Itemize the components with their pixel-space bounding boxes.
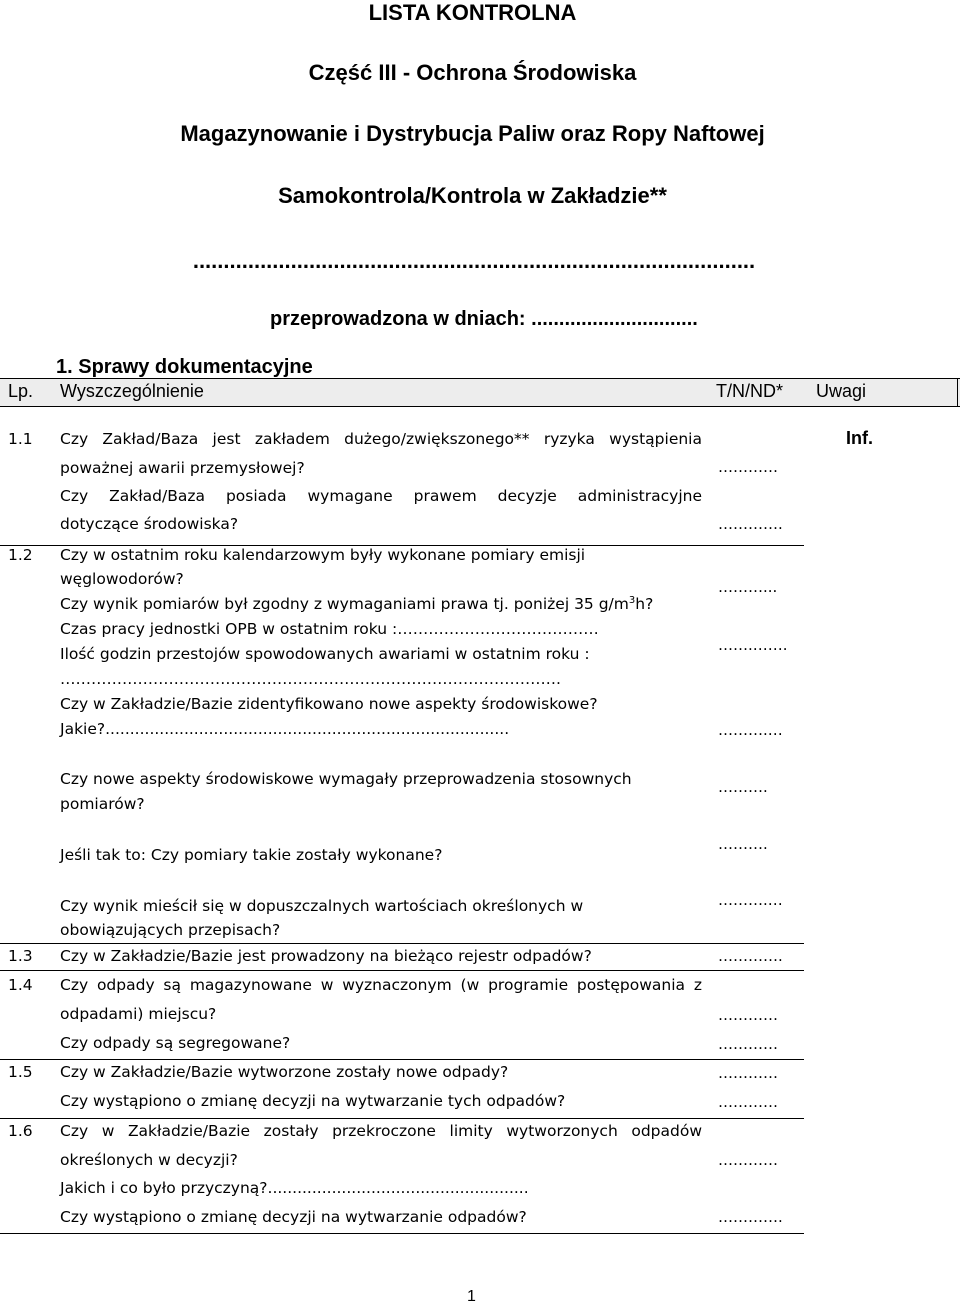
- answer-field[interactable]: ……….: [718, 835, 768, 853]
- question-text: węglowodorów?: [60, 570, 184, 588]
- question-text: [60, 595, 653, 613]
- subject-title: Magazynowanie i Dystrybucja Paliw oraz Ropy Naftowej: [180, 121, 765, 146]
- page-number: 1: [467, 1288, 476, 1305]
- question-text: Czy wynik mieścił się w dopuszczalnych wartościach określonych w: [60, 897, 584, 915]
- part-title: Część III - Ochrona Środowiska: [308, 60, 637, 85]
- row-divider: [0, 970, 804, 971]
- unit-superscript: 3: [628, 595, 636, 606]
- question-text-dots: …………………………………………………………………………………….: [60, 670, 561, 688]
- answer-field[interactable]: ………….: [718, 947, 783, 965]
- row-number: 1.5: [8, 1063, 33, 1081]
- answer-field[interactable]: ………….: [718, 515, 783, 533]
- question-text: Ilość godzin przestojów spowodowanych awariami w ostatnim roku :: [60, 645, 590, 663]
- question-text: dotyczące środowiska?: [60, 515, 239, 533]
- column-header-notes: Uwagi: [816, 381, 867, 401]
- question-text: Czy nowe aspekty środowiskowe wymagały przeprowadzenia stosownych: [60, 770, 632, 788]
- answer-field[interactable]: ……….…: [718, 721, 783, 739]
- question-text: określonych w decyzji?: [60, 1151, 238, 1169]
- answer-field[interactable]: …………: [718, 1064, 778, 1082]
- question-text: poważnej awarii przemysłowej?: [60, 459, 305, 477]
- question-text: Czy Zakład/Baza jest zakładem dużego/zwiększonego** ryzyka wystąpienia: [60, 430, 702, 448]
- table-header-border: [0, 406, 960, 407]
- question-text: Czy w Zakładzie/Bazie zostały przekroczone limity wytworzonych odpadów: [60, 1122, 702, 1140]
- answer-field[interactable]: ………….: [718, 1208, 783, 1226]
- question-text: odpadami) miejscu?: [60, 1005, 217, 1023]
- answer-field[interactable]: …………: [718, 1006, 778, 1024]
- question-text: obowiązujących przepisach?: [60, 921, 281, 939]
- question-text: pomiarów?: [60, 795, 145, 813]
- document-title: LISTA KONTROLNA: [368, 0, 577, 25]
- column-header-answer: T/N/ND*: [716, 381, 783, 401]
- question-text: Jeśli tak to: Czy pomiary takie zostały wykonane?: [60, 846, 443, 864]
- question-text: Czas pracy jednostki OPB w ostatnim roku :…………………………………: [60, 620, 599, 638]
- row-number: 1.2: [8, 546, 33, 564]
- row-divider: [0, 943, 804, 944]
- question-text: Czy odpady są segregowane?: [60, 1034, 291, 1052]
- table-top-border: [0, 378, 960, 379]
- section-title: 1. Sprawy dokumentacyjne: [56, 356, 313, 378]
- question-text: Czy w Zakładzie/Bazie zidentyfikowano nowe aspekty środowiskowe?: [60, 695, 598, 713]
- row-number: 1.1: [8, 430, 33, 448]
- question-text: Czy odpady są magazynowane w wyznaczonym (w programie postępowania z: [60, 976, 702, 994]
- answer-field[interactable]: …………: [718, 1093, 778, 1111]
- question-text: Czy w Zakładzie/Bazie wytworzone zostały nowe odpady?: [60, 1063, 509, 1081]
- dots-line: ............................................................................................: [192, 248, 756, 273]
- notes-value: Inf.: [846, 428, 873, 448]
- column-header-description: Wyszczególnienie: [60, 381, 204, 401]
- question-text: Czy wystąpiono o zmianę decyzji na wytwarzanie tych odpadów?: [60, 1092, 566, 1110]
- question-text: Jakie?..................................................................................: [60, 720, 510, 738]
- mode-title: Samokontrola/Kontrola w Zakładzie**: [278, 183, 667, 208]
- question-text: Czy Zakład/Baza posiada wymagane prawem decyzje administracyjne: [60, 487, 702, 505]
- row-number: 1.4: [8, 976, 33, 994]
- row-number: 1.3: [8, 947, 33, 965]
- question-text-main: Czy wynik pomiarów był zgodny z wymaganiami prawa tj. poniżej 35 g/m: [60, 595, 629, 614]
- question-text: Czy w Zakładzie/Bazie jest prowadzony na bieżąco rejestr odpadów?: [60, 947, 592, 965]
- answer-field[interactable]: …….…….: [718, 636, 788, 654]
- answer-field[interactable]: ……….…: [718, 891, 783, 909]
- table-right-border: [957, 378, 958, 406]
- question-text: Czy wystąpiono o zmianę decyzji na wytwarzanie odpadów?: [60, 1208, 527, 1226]
- inspection-dates: przeprowadzona w dniach: ..............................: [270, 308, 698, 330]
- question-text-end: h?: [635, 595, 654, 614]
- answer-field[interactable]: ………...: [718, 578, 778, 596]
- row-divider: [0, 1118, 804, 1119]
- row-number: 1.6: [8, 1122, 33, 1140]
- question-text: Jakich i co było przyczyną?.....................................................: [60, 1179, 529, 1197]
- answer-field[interactable]: ……….: [718, 778, 768, 796]
- row-divider: [0, 1059, 804, 1060]
- question-text: Czy w ostatnim roku kalendarzowym były wykonane pomiary emisji: [60, 546, 586, 564]
- answer-field[interactable]: …………: [718, 1151, 778, 1169]
- answer-field[interactable]: …………: [718, 458, 778, 476]
- answer-field[interactable]: …………: [718, 1035, 778, 1053]
- column-header-lp: Lp.: [8, 381, 34, 401]
- table-bottom-border: [0, 1233, 804, 1234]
